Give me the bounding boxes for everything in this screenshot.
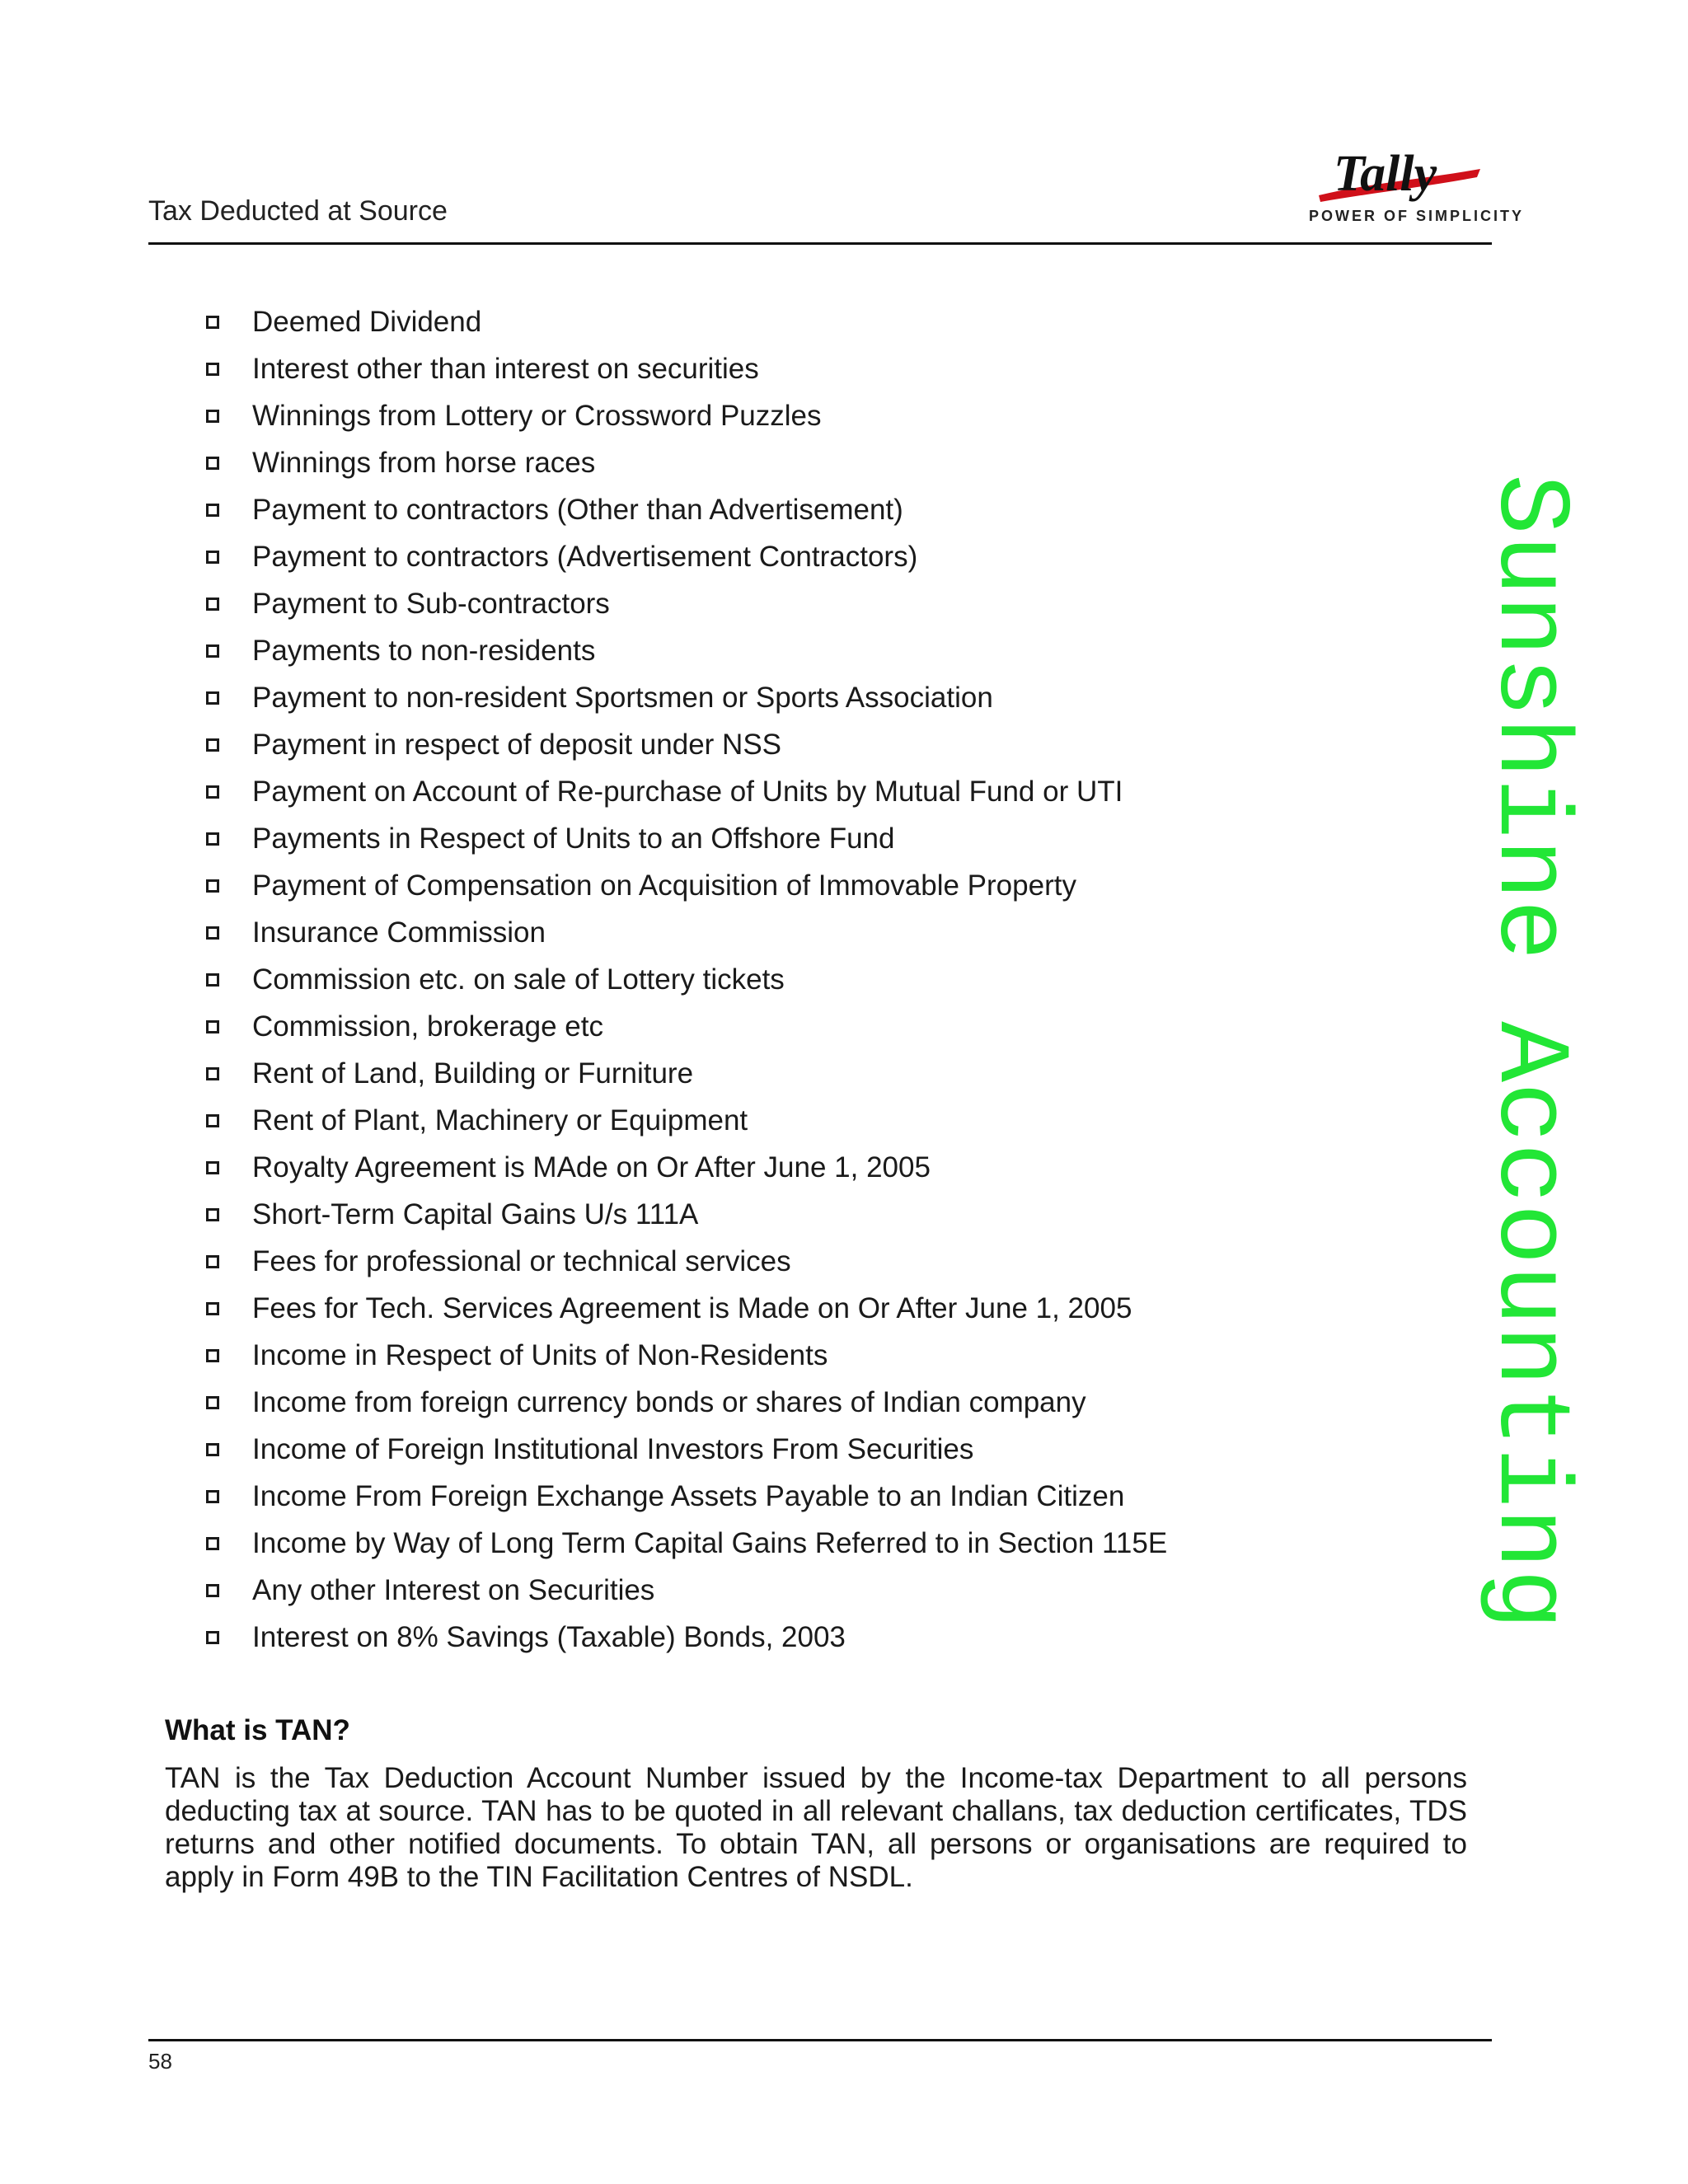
list-item-label: Interest on 8% Savings (Taxable) Bonds, 2003: [252, 1620, 846, 1653]
list-item: [206, 909, 1167, 956]
list-item: [206, 392, 1167, 439]
square-bullet-icon: [206, 504, 219, 517]
list-item: [206, 1473, 1167, 1520]
list-item-label: Short-Term Capital Gains U/s 111A: [252, 1197, 699, 1230]
list-item: [206, 721, 1167, 768]
list-item-label: Payments to non-residents: [252, 634, 596, 667]
square-bullet-icon: [206, 1161, 219, 1174]
square-bullet-icon: [206, 1020, 219, 1033]
list-item-label: Payment to non-resident Sportsmen or Sports Association: [252, 681, 993, 714]
list-item: [206, 627, 1167, 674]
list-item: [206, 1144, 1167, 1191]
header-divider: [148, 242, 1492, 245]
square-bullet-icon: [206, 1067, 219, 1080]
list-item: [206, 1097, 1167, 1144]
square-bullet-icon: [206, 1396, 219, 1409]
square-bullet-icon: [206, 973, 219, 987]
list-item: [206, 345, 1167, 392]
square-bullet-icon: [206, 1255, 219, 1268]
square-bullet-icon: [206, 1631, 219, 1644]
list-item: [206, 1614, 1167, 1661]
list-item: [206, 580, 1167, 627]
square-bullet-icon: [206, 879, 219, 893]
list-item-label: Payment in respect of deposit under NSS: [252, 728, 782, 761]
square-bullet-icon: [206, 363, 219, 376]
list-item: [206, 674, 1167, 721]
list-item: [206, 533, 1167, 580]
square-bullet-icon: [206, 316, 219, 329]
list-item: [206, 956, 1167, 1003]
list-item: [206, 1003, 1167, 1050]
list-item: [206, 1520, 1167, 1567]
list-item-label: Income From Foreign Exchange Assets Payable to an Indian Citizen: [252, 1479, 1125, 1512]
list-item-label: Interest other than interest on securities: [252, 352, 759, 385]
list-item-label: Commission, brokerage etc: [252, 1010, 603, 1043]
list-item-label: Payment on Account of Re-purchase of Units by Mutual Fund or UTI: [252, 775, 1123, 808]
header-title: Tax Deducted at Source: [148, 195, 448, 227]
list-item-label: Income from foreign currency bonds or shares of Indian company: [252, 1385, 1086, 1418]
square-bullet-icon: [206, 644, 219, 658]
list-item-label: Fees for professional or technical services: [252, 1244, 791, 1277]
watermark-text: Sunshine Accounting: [1471, 474, 1586, 1630]
square-bullet-icon: [206, 1302, 219, 1315]
list-item: [206, 1426, 1167, 1473]
list-item: [206, 768, 1167, 815]
list-item-label: Winnings from horse races: [252, 446, 596, 479]
list-item-label: Winnings from Lottery or Crossword Puzzles: [252, 399, 822, 432]
square-bullet-icon: [206, 1584, 219, 1597]
list-item: [206, 815, 1167, 862]
footer-divider: [148, 2039, 1492, 2041]
square-bullet-icon: [206, 410, 219, 423]
list-item-label: Payments in Respect of Units to an Offshore Fund: [252, 822, 895, 855]
square-bullet-icon: [206, 457, 219, 470]
logo-tagline: POWER OF SIMPLICITY: [1309, 208, 1525, 224]
list-item: [206, 298, 1167, 345]
list-item-label: Insurance Commission: [252, 916, 546, 949]
list-item: [206, 1567, 1167, 1614]
list-item: [206, 1332, 1167, 1379]
tds-nature-list: [206, 298, 1167, 1661]
logo-wordmark: Tally: [1334, 146, 1437, 202]
section-body: TAN is the Tax Deduction Account Number issued by the Income-tax Department to all persons deducting tax at source. TAN has to be quoted in all relevant challans, tax deduction certificates, TDS returns and other notified documents. To obtain TAN, all persons or organisations are required to apply in Form 49B to the TIN Facilitation Centres of NSDL.: [165, 1762, 1467, 1893]
list-item: [206, 1050, 1167, 1097]
list-item: [206, 1285, 1167, 1332]
square-bullet-icon: [206, 691, 219, 705]
list-item: [206, 1238, 1167, 1285]
square-bullet-icon: [206, 1443, 219, 1456]
list-item-label: Fees for Tech. Services Agreement is Made on Or After June 1, 2005: [252, 1291, 1132, 1324]
square-bullet-icon: [206, 1208, 219, 1221]
page-number: 58: [148, 2049, 172, 2074]
square-bullet-icon: [206, 1537, 219, 1550]
list-item-label: Rent of Plant, Machinery or Equipment: [252, 1104, 748, 1137]
square-bullet-icon: [206, 785, 219, 799]
square-bullet-icon: [206, 1349, 219, 1362]
list-item: [206, 1191, 1167, 1238]
square-bullet-icon: [206, 551, 219, 564]
list-item-label: Any other Interest on Securities: [252, 1573, 655, 1606]
square-bullet-icon: [206, 598, 219, 611]
list-item-label: Payment of Compensation on Acquisition of Immovable Property: [252, 869, 1076, 902]
square-bullet-icon: [206, 926, 219, 940]
list-item-label: Rent of Land, Building or Furniture: [252, 1057, 694, 1090]
square-bullet-icon: [206, 832, 219, 846]
list-item-label: Income by Way of Long Term Capital Gains Referred to in Section 115E: [252, 1526, 1168, 1559]
list-item-label: Royalty Agreement is MAde on Or After June 1, 2005: [252, 1151, 931, 1183]
list-item: [206, 862, 1167, 909]
list-item: [206, 439, 1167, 486]
list-item-label: Income of Foreign Institutional Investors From Securities: [252, 1432, 974, 1465]
list-item: [206, 486, 1167, 533]
list-item-label: Payment to Sub-contractors: [252, 587, 610, 620]
list-item: [206, 1379, 1167, 1426]
square-bullet-icon: [206, 1490, 219, 1503]
square-bullet-icon: [206, 738, 219, 752]
list-item-label: Payment to contractors (Advertisement Contractors): [252, 540, 918, 573]
list-item-label: Payment to contractors (Other than Advertisement): [252, 493, 903, 526]
section-heading: What is TAN?: [165, 1714, 350, 1746]
square-bullet-icon: [206, 1114, 219, 1127]
list-item-label: Deemed Dividend: [252, 305, 482, 338]
list-item-label: Commission etc. on sale of Lottery tickets: [252, 963, 785, 996]
list-item-label: Income in Respect of Units of Non-Residents: [252, 1338, 828, 1371]
